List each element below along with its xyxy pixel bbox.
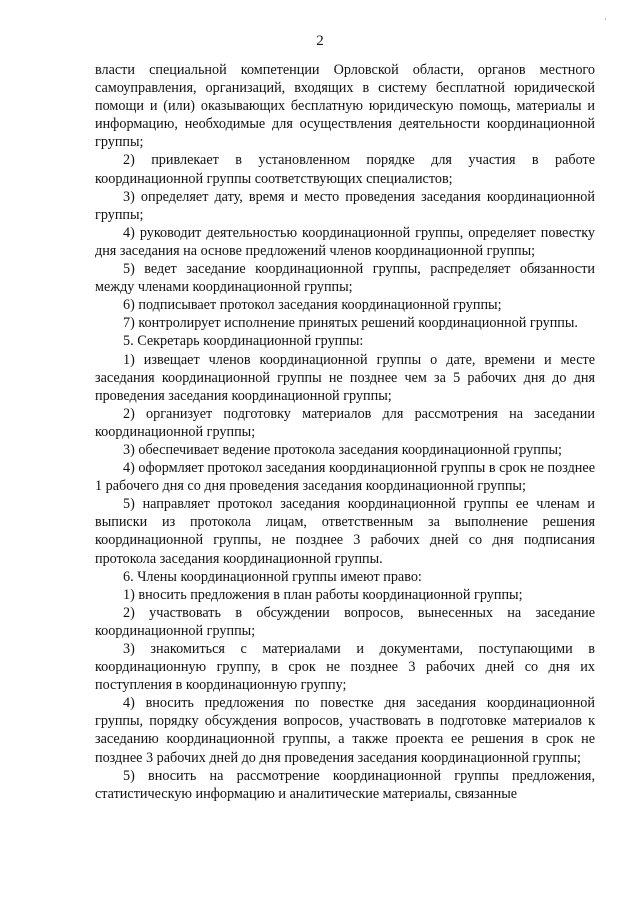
paragraph: 3) знакомиться с материалами и документами, поступающими в координационную группу, в срок не позднее 3 рабочих дней со дня их поступления в координационную группу; (95, 641, 595, 694)
paragraph: 2) участвовать в обсуждении вопросов, вынесенных на заседание координационной группы; (95, 604, 595, 639)
paragraph: 1) вносить предложения в план работы координационной группы; (123, 586, 523, 603)
paragraph: 4) оформляет протокол заседания координационной группы в срок не позднее 1 рабочего дня со дня проведения заседания координационной группы; (95, 460, 595, 495)
paragraph: 1) извещает членов координационной группы о дате, времени и месте заседания координационной группы не позднее чем за 5 рабочих дня до дня проведения заседания координационной группы; (95, 351, 595, 404)
paragraph: 6) подписывает протокол заседания координационной группы; (123, 297, 502, 314)
paragraph: 5) ведет заседание координационной группы, распределяет обязанности между членами координационной группы; (95, 261, 595, 296)
page-number: 2 (316, 33, 324, 49)
paragraph: 4) вносить предложения по повестке дня заседания координационной группы, порядку обсуждения вопросов, участвовать в подготовке материалов к заседанию координационной группы, а также проекта ее решения в срок не позднее 3 рабочих дней до дня проведения заседания координационной группы; (95, 695, 595, 766)
paragraph: 2) организует подготовку материалов для рассмотрения на заседании координационной группы; (95, 405, 595, 440)
paragraph: 3) определяет дату, время и место проведения заседания координационной группы; (95, 188, 595, 223)
paragraph: власти специальной компетенции Орловской области, органов местного самоуправления, организаций, входящих в систему бесплатной юридической помощи и (или) оказывающих бесплатную юридическую помощь, материалы и информацию, необходимые для осуществления деятельности координационной группы; (95, 62, 595, 151)
paragraph: 5) направляет протокол заседания координационной группы ее членам и выписки из протокола лицам, ответственным за выполнение решения координационной группы, не позднее 3 рабочих дней со дня подписания протокола заседания координационной группы. (95, 496, 595, 567)
paragraph: 3) обеспечивает ведение протокола заседания координационной группы; (123, 441, 562, 458)
paragraph: 7) контролирует исполнение принятых решений координационной группы. (123, 315, 578, 332)
section-heading: 5. Секретарь координационной группы: (123, 333, 364, 350)
paragraph: 5) вносить на рассмотрение координационной группы предложения, статистическую информацию и аналитические материалы, связанные (95, 767, 595, 802)
section-heading: 6. Члены координационной группы имеют право: (123, 568, 422, 585)
paragraph: 4) руководит деятельностью координационной группы, определяет повестку дня заседания на основе предложений членов координационной группы; (95, 224, 595, 259)
scan-mark: · (604, 14, 607, 24)
paragraph: 2) привлекает в установленном порядке для участия в работе координационной группы соответствующих специалистов; (95, 152, 595, 187)
document-body (95, 61, 595, 803)
